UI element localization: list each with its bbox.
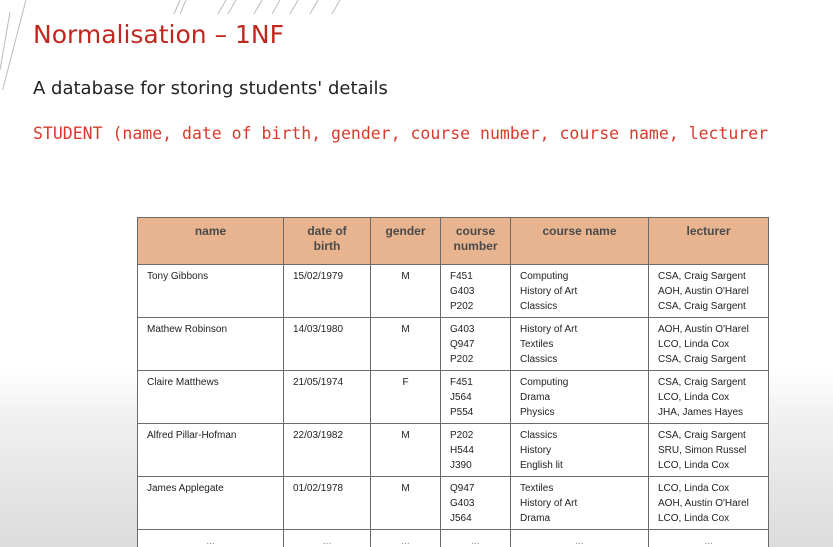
cell-course-name: Classics History English lit — [511, 424, 649, 477]
cell-course-number: F451 J564 P554 — [441, 371, 511, 424]
table-row-ellipsis — [138, 530, 769, 547]
header-lecturer: lecturer — [649, 218, 769, 265]
header-course-name: course name — [511, 218, 649, 265]
cell-gender: M — [371, 477, 441, 530]
cell-gender: M — [371, 318, 441, 371]
cell-dob: 01/02/1978 — [284, 477, 371, 530]
header-name: name — [138, 218, 284, 265]
cell-course-name: Computing Drama Physics — [511, 371, 649, 424]
cell-lecturer: AOH, Austin O'Harel LCO, Linda Cox CSA, Craig Sargent — [649, 318, 769, 371]
cell-course-name: History of Art Textiles Classics — [511, 318, 649, 371]
table-row — [138, 265, 769, 318]
student-table-wrapper — [137, 217, 769, 547]
cell-course-number: F451 G403 P202 — [441, 265, 511, 318]
ellipsis-cell: ... — [138, 530, 284, 547]
cell-course-name: Textiles History of Art Drama — [511, 477, 649, 530]
ellipsis-cell: ... — [511, 530, 649, 547]
ellipsis-cell: ... — [284, 530, 371, 547]
student-table — [137, 217, 769, 547]
table-row — [138, 424, 769, 477]
page-title: Normalisation – 1NF — [33, 20, 285, 49]
table-header-row — [138, 218, 769, 265]
ellipsis-cell: ... — [649, 530, 769, 547]
header-gender: gender — [371, 218, 441, 265]
cell-dob: 14/03/1980 — [284, 318, 371, 371]
header-date-of-birth: date of birth — [284, 218, 371, 265]
cell-name: Alfred Pillar-Hofman — [138, 424, 284, 477]
ellipsis-cell: ... — [371, 530, 441, 547]
table-row — [138, 477, 769, 530]
cell-lecturer: LCO, Linda Cox AOH, Austin O'Harel LCO, Linda Cox — [649, 477, 769, 530]
subtitle: A database for storing students' details — [33, 78, 388, 99]
cell-course-number: G403 Q947 P202 — [441, 318, 511, 371]
table-row — [138, 318, 769, 371]
cell-lecturer: CSA, Craig Sargent AOH, Austin O'Harel CSA, Craig Sargent — [649, 265, 769, 318]
cell-dob: 22/03/1982 — [284, 424, 371, 477]
table-row — [138, 371, 769, 424]
cell-dob: 21/05/1974 — [284, 371, 371, 424]
cell-dob: 15/02/1979 — [284, 265, 371, 318]
cell-lecturer: CSA, Craig Sargent SRU, Simon Russel LCO, Linda Cox — [649, 424, 769, 477]
cell-course-name: Computing History of Art Classics — [511, 265, 649, 318]
schema-definition: STUDENT (name, date of birth, gender, course number, course name, lecturer — [33, 124, 769, 143]
cell-name: Claire Matthews — [138, 371, 284, 424]
cell-gender: M — [371, 424, 441, 477]
ellipsis-cell: ... — [441, 530, 511, 547]
header-course-number: course number — [441, 218, 511, 265]
cell-lecturer: CSA, Craig Sargent LCO, Linda Cox JHA, James Hayes — [649, 371, 769, 424]
cell-course-number: P202 H544 J390 — [441, 424, 511, 477]
cell-gender: M — [371, 265, 441, 318]
cell-name: James Applegate — [138, 477, 284, 530]
cell-course-number: Q947 G403 J564 — [441, 477, 511, 530]
cell-name: Mathew Robinson — [138, 318, 284, 371]
cell-gender: F — [371, 371, 441, 424]
cell-name: Tony Gibbons — [138, 265, 284, 318]
